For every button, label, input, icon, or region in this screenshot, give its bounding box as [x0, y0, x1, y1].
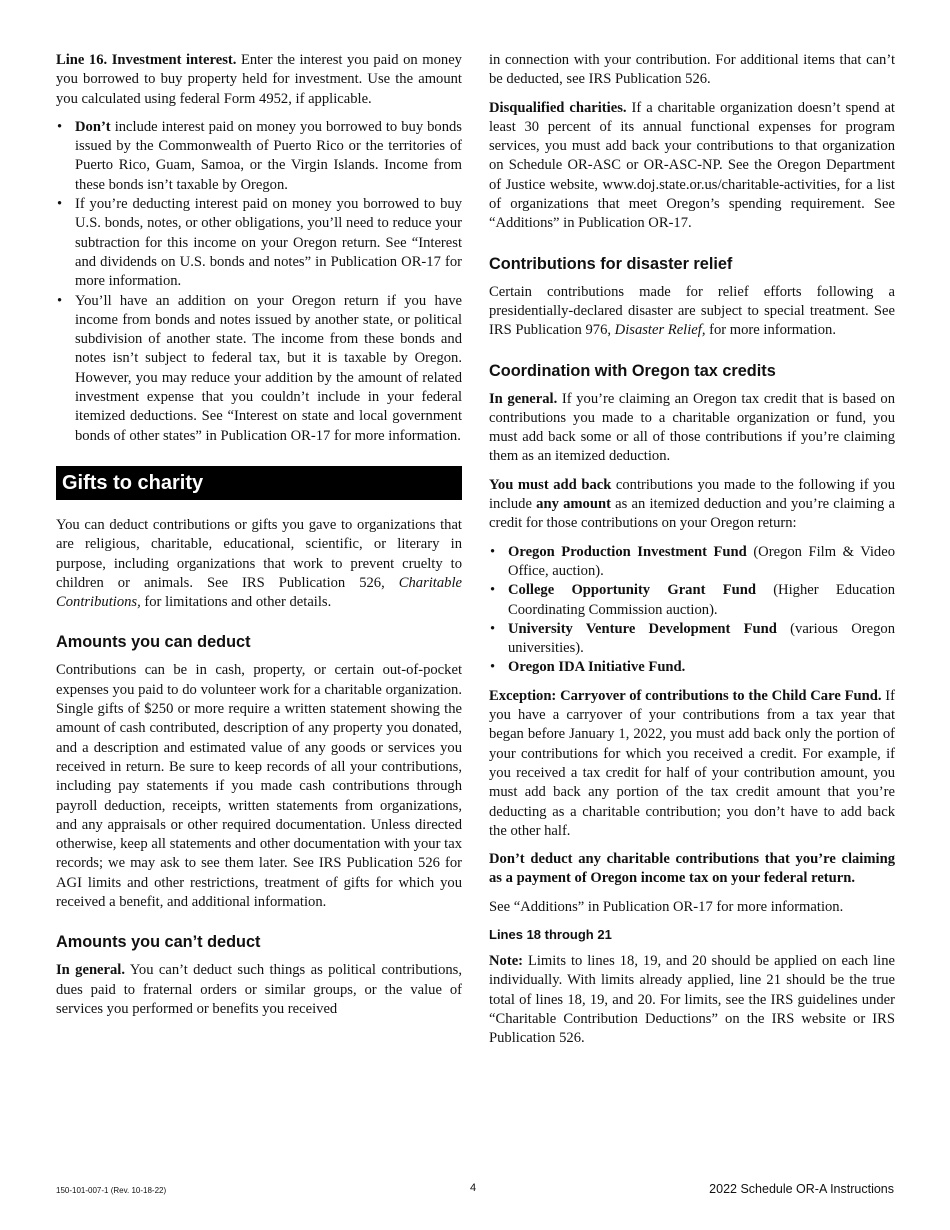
- page-number: 4: [470, 1182, 477, 1194]
- funds-list: [489, 543, 895, 678]
- list-item: • Oregon Production Investment Fund (Oregon Film & Video Office, auction).: [508, 543, 895, 582]
- disaster-relief-paragraph: Certain contributions made for relief efforts following a presidentially-declared disaster are subject to special treatment. See IRS Publication 976, Disaster Relief, for more information.: [489, 283, 895, 339]
- amounts-you-cant-deduct-heading: Amounts you can’t deduct: [56, 933, 261, 952]
- can-deduct-paragraph: Contributions can be in cash, property, or certain out-of-pocket expenses you paid to do volunteer work for a charitable organization. Single gifts of $250 or more require a written statement showing the amount of cash contributed, description of any property you donated, and a description and estimated value of any goods or services you received in return. Be sure to keep records of all your contributions, including pay statements if you made cash contributions through payroll deduction, receipts, written statements from organizations, and any appraisals or other required documentation. Unless directed otherwise, keep all statements and other documentation with your tax records; we may ask to see them later. See IRS Publication 526 for AGI limits and other restrictions, treatment of gifts for which you received a benefit, and additional information.: [56, 662, 462, 910]
- list-item: • If you’re deducting interest paid on money you borrowed to buy U.S. bonds, notes, or other obligations, you’ll need to reduce your subtraction for this income on your Oregon return. See “Interest and dividends on U.S. bonds and notes” in Publication OR-17 for more information.: [75, 195, 462, 291]
- add-back-paragraph: You must add back contributions you made to the following if you include any amount as an itemized deduction and you’re claiming a credit for those contributions on your Oregon return:: [489, 476, 895, 532]
- document-title: 2022 Schedule OR-A Instructions: [709, 1182, 894, 1196]
- form-code: 150-101-007-1 (Rev. 10-18-22): [56, 1186, 167, 1195]
- coordination-heading: Coordination with Oregon tax credits: [489, 361, 776, 380]
- in-general-paragraph: In general. If you’re claiming an Oregon tax credit that is based on contributions you made to a charitable organization or fund, you must add back some or all of those contributions if you’re claiming them as an itemized deduction.: [489, 390, 895, 465]
- dont-deduct-paragraph: Don’t deduct any charitable contributions that you’re claiming as a payment of Oregon income tax on your federal return.: [489, 851, 895, 887]
- note-paragraph: Note: Limits to lines 18, 19, and 20 should be applied on each line individually. With limits already applied, line 21 should be the true total of lines 18, 19, and 20. For limits, see the IRS guidelines under “Charitable Contribution Deductions” on the IRS website or IRS Publication 526.: [489, 952, 895, 1047]
- gifts-intro-paragraph: You can deduct contributions or gifts you gave to organizations that are religious, charitable, educational, scientific, or literary in purpose, including organizations that work to prevent cruelty to children or animals. See IRS Publication 526, Charitable Contributions, for limitations and other details.: [56, 516, 462, 611]
- list-item: • Don’t include interest paid on money you borrowed to buy bonds issued by the Commonwealth of Puerto Rico or the territories of Puerto Rico, Guam, Samoa, or the Virgin Islands. Income from these bonds isn’t taxable by Oregon.: [75, 118, 462, 195]
- cant-deduct-paragraph: In general. You can’t deduct such things as political contributions, dues paid to fraternal orders or similar groups, or the value of services you performed or benefits you received: [56, 962, 462, 1017]
- see-additions-paragraph: See “Additions” in Publication OR-17 for more information.: [489, 898, 844, 915]
- line16-paragraph: Line 16. Investment interest. Enter the interest you paid on money you borrowed to buy property held for investment. Use the amount you calculated using federal Form 4952, if applicable.: [56, 52, 462, 107]
- investment-interest-list: [56, 118, 462, 446]
- list-item: • You’ll have an addition on your Oregon return if you have income from bonds and notes issued by another state, or political subdivision of another state. The income from these bonds and notes isn’t subject to federal tax, but it is taxable by Oregon. However, you may reduce your addition by the amount of related investment expense that you couldn’t include in your federal itemized deductions. See “Interest on state and local government bonds of other states” in Publication OR-17 for more information.: [75, 292, 462, 446]
- continued-paragraph: in connection with your contribution. For additional items that can’t be deducted, see IRS Publication 526.: [489, 52, 895, 88]
- amounts-you-can-deduct-heading: Amounts you can deduct: [56, 633, 251, 652]
- list-item: • University Venture Development Fund (various Oregon universities).: [508, 620, 895, 659]
- list-item: • Oregon IDA Initiative Fund.: [508, 658, 895, 677]
- right-column: [489, 51, 895, 1057]
- list-item: • College Opportunity Grant Fund (Higher Education Coordinating Commission auction).: [508, 581, 895, 620]
- exception-paragraph: Exception: Carryover of contributions to the Child Care Fund. If you have a carryover of your contributions from a tax year that began before January 1, 2022, you must add back only the portion of your contributions for which you received a credit. For example, if you received a tax credit for half of your contribution amount, you must add back any portion of the tax credit amount that you’re deducting as a charitable contribution; you don’t have to add back the other half.: [489, 687, 895, 839]
- disqualified-charities-paragraph: Disqualified charities. If a charitable organization doesn’t spend at least 30 percent of its annual functional expenses for program services, you must add back your contributions to that organization on Schedule OR-ASC or OR-ASC-NP. See the Oregon Department of Justice website, www.doj.state.or.us/charitable-activities, for a list of organizations that meet Oregon’s spending requirement. See “Additions” in Publication OR-17.: [489, 99, 895, 232]
- gifts-to-charity-heading: Gifts to charity: [56, 466, 462, 500]
- disaster-relief-heading: Contributions for disaster relief: [489, 254, 733, 273]
- lines-18-21-heading: Lines 18 through 21: [489, 926, 612, 942]
- left-column: [56, 51, 462, 1028]
